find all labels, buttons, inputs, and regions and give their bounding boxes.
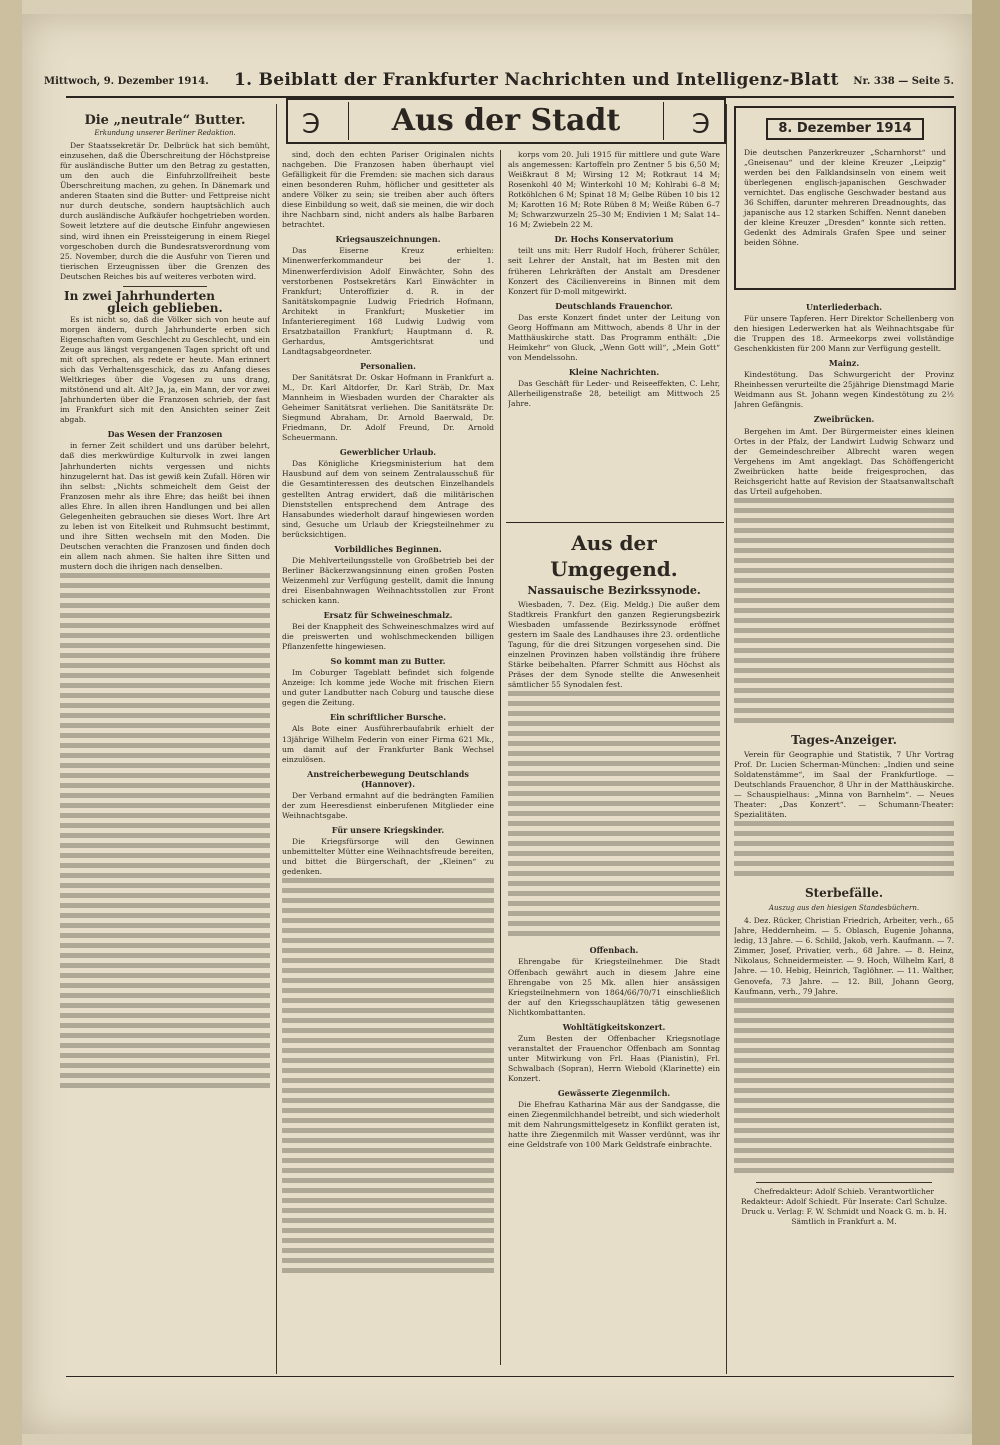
supplement-title: 1. Beiblatt der Frankfurter Nachrichten und Intelligenz-Blatt bbox=[234, 70, 839, 90]
article-paragraph: Zum Besten der Offenbacher Kriegsnotlage veranstaltet der Frauenchor Offenbach am Sonntag unter Mitwirkung von Frl. Haas (Pianistin), Frl. Schwalbach (Sopran), Herrn Wiebold (Klarinette) ein Konzert. bbox=[508, 1033, 720, 1083]
text-block-filler bbox=[508, 691, 720, 941]
section-banner bbox=[286, 98, 726, 144]
date-box-text: Die deutschen Panzerkreuzer „Scharnhorst“ und „Gneisenau“ und der kleine Kreuzer „Leipzig“ werden bei den Falklandsinseln von einem weit überlegenen englisch-japanischen Geschwader vernichtet. Das englische Geschwader bestand aus 36 Schiffen, darunter mehreren Dreadnoughts, das japanische aus 12 starken Schiffen. Nennt daneben der kleine Kreuzer „Dresden“ konnte sich retten. Gedenkt des Admirals Grafen Spee und seiner beiden Söhne. bbox=[744, 148, 946, 247]
article-subheading: Ersatz für Schweineschmalz. bbox=[323, 610, 453, 621]
article-paragraph: Das Eiserne Kreuz erhielten: Minenwerferkommandeur bei der 1. Minenwerferdivision Adolf Einwächter, Sohn des verstorbenen Postsekretärs Karl Einwächter in Frankfurt; Unteroffizier d. R. in der Sanitätskompagnie Ludwig Friedrich Hofmann, Architekt in Frankfurt; Musketier im Infanterieregiment 168 Ludwig Ludwig vom Ersatzbataillon Frankfurt; Hauptmann d. R. Gerhardus, Amtsgerichtsrat und Landtagsabgeordneter. bbox=[282, 246, 494, 356]
article-paragraph: Das Königliche Kriegsministerium hat dem Hausbund auf dem von seinem Zentralausschuß für die Gesamtinteressen des deutschen Einzelhandels gestellten Antrag erwidert, daß die militärischen Dienststellen entsprechend dem Antrage des Hansabundes wiederholt darauf hingewiesen worden sind, Gesuche um Urlaub der Kriegsteilnehmer zu berücksichtigen. bbox=[282, 459, 494, 539]
page-edge-left bbox=[0, 0, 22, 1445]
article-paragraph: Als Bote einer Ausführerbaufabrik erhielt der 13jährige Wilhelm Federin von einer Firma 621 Mk., um damit auf der Frankfurter Bank Wechsel einzulösen. bbox=[282, 724, 494, 764]
text-block-filler bbox=[282, 878, 494, 1278]
article-subheading: Wohltätigkeitskonzert. bbox=[562, 1021, 666, 1032]
date-box-date: 8. Dezember 1914 bbox=[766, 118, 924, 140]
article-subheading: Kleine Nachrichten. bbox=[568, 366, 660, 377]
section-title: Aus der Stadt bbox=[348, 102, 664, 140]
article-paragraph: Für unsere Tapferen. Herr Direktor Schellenberg von den hiesigen Lederwerken hat als Weihnachtsgabe für die Truppen des 18. Armeekorps zwei vollständige Geschenkkisten für 200 Mann zur Verfügung gestellt. bbox=[734, 314, 954, 354]
column-divider bbox=[726, 104, 727, 1374]
article-subheading: Mainz. bbox=[828, 358, 860, 369]
article-subheading: Ein schriftlicher Bursche. bbox=[329, 712, 447, 723]
article-subheading: Das Wesen der Franzosen bbox=[107, 429, 223, 440]
article-paragraph: Die Ehefrau Katharina Mär aus der Sandgasse, die einen Ziegenmilchhandel betreibt, und sich wiederholt mit dem Nahrungsmittelgesetz in Konflikt geraten ist, hatte ihre Ziegenmilch mit Wasser verdünnt, was ihr eine Geldstrafe von 100 Mark Geldstrafe einbrachte. bbox=[508, 1100, 720, 1150]
article-paragraph: Die Mehlverteilungsstelle von Großbetrieb bei der Berliner Bäckerzwangsinnung einen großen Posten Weizenmehl zur Verfügung gestellt, damit die Innung drei Eisenbahnwagen Weihnachtsstollen zur Front schicken kann. bbox=[282, 555, 494, 605]
article-paragraph: Das erste Konzert findet unter der Leitung von Georg Hoffmann am Mittwoch, abends 8 Uhr in der Matthäuskirche statt. Das Programm enthält: „Die Heimkehr“ von Gluck, „Wenn Gott will“, „Mein Gott“ von Mendelssohn. bbox=[508, 312, 720, 362]
article-subheading: Für unsere Kriegskinder. bbox=[331, 824, 445, 835]
article-paragraph: Der Verband ermahnt auf die bedrängten Familien der zum Heeresdienst einberufenen Mitglieder eine Weihnachtsgabe. bbox=[282, 790, 494, 820]
article-paragraph: Der Staatssekretär Dr. Delbrück hat sich bemüht, einzusehen, daß die Überschreitung der Höchstpreise für ausländische Butter um den Betrag zu gestatten, um den auch die Einfuhrzollfreiheit beste Überschreitung machen, zu gehen. In Dänemark und anderen Staaten sind die Butter- und Fettpreise nicht nur durch deutsche, sondern hauptsächlich auch durch ausländische Aufkäufer hochgetrieben worden. Soweit letztere auf die deutsche Einfuhr angewiesen sind, wird ihnen ein Preissteigerung in einem Riegel vorgeschoben durch die Bundesratsverordnung vom 25. November, durch die die Ausfuhr von Tieren und tierischen Erzeugnissen über die Grenzen des Deutschen Reiches bis auf weiteres verboten wird. bbox=[60, 141, 270, 281]
page-header bbox=[44, 70, 954, 96]
article-paragraph: korps vom 20. Juli 1915 für mittlere und gute Ware als angemessen: Kartoffeln pro Zentner 5 bis 6,50 M; Weißkraut 8 M; Wirsing 12 M; Rotkraut 14 M; Rosenkohl 40 M; Winterkohl 10 M; Kohlrabi 6–8 M; Rotköhlchen 6 M; Spinat 18 M; Gelbe Rüben 10 bis 12 M; Karotten 16 M; Rote Rüben 8 M; Weiße Rüben 6–7 M; Schwarzwurzeln 25–30 M; Endivien 1 M; Salat 14–16 M; Zwiebeln 22 M. bbox=[508, 150, 720, 230]
section-rule bbox=[506, 522, 724, 523]
article-paragraph: Ehrengabe für Kriegsteilnehmer. Die Stadt Offenbach gewährt auch in diesem Jahre eine Ehrengabe von 25 Mk. allen hier ansässigen Kriegsteilnehmern von 1864/66/70/71 einschließlich der auf den Kriegsschauplätzen tätig gewesenen Nichtkombattanten. bbox=[508, 957, 720, 1017]
section-headline: Aus der Umgegend. bbox=[550, 531, 678, 581]
article-subheading: Anstreicherbewegung Deutschlands (Hannover). bbox=[307, 768, 469, 789]
article-paragraph: Wiesbaden, 7. Dez. (Eig. Meldg.) Die außer dem Stadtkreis Frankfurt den ganzen Regierungsbezirk Wiesbaden umfassende Bezirkssynode eröffnet gestern im Saale des Landhauses ihre 23. ordentliche Tagung, für die drei Sitzungen vorgesehen sind. Die einzelnen Provinzen haben vollständig ihre frühere Stärke beibehalten. Pfarrer Schmitt aus Höchst als Präses der dem Synode stellte die Anwesenheit sämtlicher 55 Synodalen fest. bbox=[508, 600, 720, 690]
article-paragraph: Es ist nicht so, daß die Völker sich von heute auf morgen ändern, durch Jahrhunderte erben sich Eigenschaften vom Geschlecht zu Geschlecht, und ein Zeuge aus längst vergangenen Tagen spricht oft und mit oft sprechen, als redete er heute. Man erinnert sich das Verhaltensgeschick, das zu Anfang dieses Weltkrieges über die Vogesen zu uns drang, mitstönend und alt. Alt? Ja, ja, ein Mann, der vor zwei Jahrhunderten über die Franzosen schrieb, der fast im Frankfurt sich mit den Ansichten seiner Zeit abgab. bbox=[60, 314, 270, 425]
umgegend-section bbox=[508, 526, 720, 1372]
article-paragraph: sind, doch den echten Pariser Originalen nichts nachgeben. Die Franzosen haben überhaupt viel Gefälligkeit für die Fremden: sie machen sich daraus einen besonderen Ruhm, höflicher und gesitteter als andere Völker zu sein; sie treiben aber auch öfters diese Einbildung so weit, daß sie meinen, die wir doch ihre Nachbarn sind, nicht anders als halbe Barbaren betrachtet. bbox=[282, 150, 494, 230]
article-paragraph: Kindestötung. Das Schwurgericht der Provinz Rheinhessen verurteilte die 25jährige Dienstmagd Marie Weidmann aus St. Johann wegen Kindestötung zu 2½ Jahren Gefängnis. bbox=[734, 370, 954, 410]
article-paragraph: Das Geschäft für Leder- und Reiseeffekten, C. Lehr, Allerheiligenstraße 28, beteiligt am Mittwoch 25 Jahre. bbox=[508, 378, 720, 409]
article-headline: Die „neutrale“ Butter. bbox=[84, 113, 246, 128]
column-4 bbox=[734, 298, 954, 1374]
ornament-left-icon: ℈ bbox=[302, 106, 321, 136]
date-box bbox=[734, 106, 956, 290]
article-subheading: Unterliederbach. bbox=[805, 302, 883, 312]
article-paragraph: teilt uns mit: Herr Rudolf Hoch, früherer Schüler, seit Lehrer der Anstalt, hat im Besten mit den früheren Lehrkräften der Anstalt am Dresdener Konzert des Cäcilienvereins in Binnen mit dem Konzert für D-moll mitgewirkt. bbox=[508, 246, 720, 296]
article-paragraph: Bergehen im Amt. Der Bürgermeister eines kleinen Ortes in der Pfalz, der Landwirt Ludwig Schwarz und der Gemeindeschreiber Albrecht waren wegen Vergehens im Amt angeklagt. Das Schöffengericht Zweibrücken hatte beide freigesprochen, das Reichsgericht hatte auf Revision der Staatsanwaltschaft das Urteil aufgehoben. bbox=[734, 426, 954, 496]
article-subheading: Deutschlands Frauenchor. bbox=[555, 300, 673, 311]
article-subheading: Vorbildliches Beginnen. bbox=[334, 543, 442, 554]
article-separator bbox=[123, 286, 207, 287]
issue-number: Nr. 338 — Seite 5. bbox=[853, 76, 954, 87]
article-subheading: Kriegsauszeichnungen. bbox=[335, 234, 441, 245]
imprint: Chefredakteur: Adolf Schieb. Verantwortlicher Redakteur: Adolf Schiedt. Für Inserate: Carl Schulze. Druck u. Verlag: F. W. Schmidt und Noack G. m. b. H. Sämtlich in Frankfurt a. M. bbox=[740, 1186, 948, 1226]
article-paragraph: Die Kriegsfürsorge will den Gewinnen unbemittelter Mütter eine Weihnachtsfreude bereiten, und bittet die Bürgerschaft, der „Kleinen“ zu gedenken. bbox=[282, 836, 494, 877]
article-paragraph: Verein für Geographie und Statistik, 7 Uhr Vortrag Prof. Dr. Lucien Scherman-München: „Indien und seine Soldatenstämme“, im Saal der Frankfurtloge. — Deutschlands Frauenchor, 8 Uhr in der Matthäuskirche. — Schauspielhaus: „Minna von Barnhelm“. — Neues Theater: „Das Konzert“. — Schumann-Theater: Spezialitäten. bbox=[734, 749, 954, 820]
article-subline: Erkundung unserer Berliner Redaktion. bbox=[94, 129, 236, 138]
text-block-filler bbox=[734, 821, 954, 881]
section-headline: Sterbefälle. bbox=[804, 886, 884, 901]
article-paragraph: 4. Dez. Rücker, Christian Friedrich, Arbeiter, verh., 65 Jahre, Heddernheim. — 5. Oblasch, Eugenie Johanna, ledig, 13 Jahre. — 6. Schild, Jakob, verh. Kaufmann. — 7. Zimmer, Josef, Privatier, verh., 68 Jahre. — 8. Heinz, Nikolaus, Schneidermeister. — 9. Hoch, Wilhelm Karl, 8 Jahre. — 10. Hebig, Heinrich, Taglöhner. — 11. Walther, Genovefa, 73 Jahre. — 12. Bill, Johann Georg, Kaufmann, verh., 79 Jahre. bbox=[734, 916, 954, 996]
column-1 bbox=[60, 112, 270, 1374]
article-subheading: Offenbach. bbox=[589, 945, 639, 956]
page-edge-right bbox=[972, 0, 1000, 1445]
article-subheading: Zweibrücken. bbox=[813, 414, 875, 425]
bottom-rule bbox=[66, 1376, 954, 1377]
column-3-top bbox=[508, 150, 720, 520]
article-paragraph: Der Sanitätsrat Dr. Oskar Hofmann in Frankfurt a. M., Dr. Karl Altdorfer, Dr. Karl Sträb, Dr. Max Mannheim in Wiesbaden wurden der Charakter als Geheimer Sanitätsrat verliehen. Die Sanitätsräte Dr. Siegmund Abraham, Dr. Arnold Baerwald, Dr. Friedmann, Dr. Adolf Freund, Dr. Arnold Scheuermann. bbox=[282, 372, 494, 443]
issue-date: Mittwoch, 9. Dezember 1914. bbox=[44, 76, 209, 87]
article-subheading: Dr. Hochs Konservatorium bbox=[554, 234, 674, 245]
text-block-filler bbox=[734, 498, 954, 728]
footer-separator bbox=[756, 1182, 932, 1183]
article-headline-cont: gleich geblieben. bbox=[107, 300, 223, 315]
article-subheading: Gewerblicher Urlaub. bbox=[339, 447, 437, 458]
text-block-filler bbox=[60, 573, 270, 1093]
article-subheading: Personalien. bbox=[360, 360, 416, 371]
article-subheading: So kommt man zu Butter. bbox=[330, 656, 446, 667]
article-paragraph: in ferner Zeit schildert und uns darüber belehrt, daß dies merkwürdige Kulturvolk in zwei langen Jahrhunderten nichts vergessen und nichts hinzugelernt hat. Das ist gewiß kein Zufall. Hören wir ihn selbst: „Nichts schmeichelt dem Geist der Franzosen mehr als ihre Ehre; das heißt bei ihnen alles Ehre. In allen ihren Handlungen und bei allen Gelegenheiten gebrauchen sie dieses Wort. Ihre Art zu leben ist von Eitelkeit und Ruhmsucht bestimmt, und ihre Sitten wechseln mit den Moden. Die Deutschen verachten die Franzosen und finden doch ein allem nach ahmen. Sie halten ihre Sitten und mustern doch die ihrigen nach denselben. bbox=[60, 441, 270, 571]
article-paragraph: Im Coburger Tageblatt befindet sich folgende Anzeige: Ich komme jede Woche mit frischen Eiern und guter Landbutter nach Coburg und tausche diese gegen die Zeitung. bbox=[282, 668, 494, 708]
text-block-filler bbox=[734, 998, 954, 1178]
section-subheadline: Nassauische Bezirkssynode. bbox=[527, 584, 701, 597]
column-2 bbox=[282, 150, 494, 1372]
column-divider bbox=[500, 150, 501, 1365]
article-headline: In zwei Jahrhunderten bbox=[64, 288, 215, 303]
section-subline: Auszug aus den hiesigen Standesbüchern. bbox=[768, 904, 920, 913]
article-subheading: Gewässerte Ziegenmilch. bbox=[557, 1088, 671, 1099]
section-headline: Tages-Anzeiger. bbox=[791, 732, 897, 747]
column-divider bbox=[276, 104, 277, 1374]
ornament-right-icon: ℈ bbox=[691, 106, 710, 136]
article-paragraph: Bei der Knappheit des Schweineschmalzes wird auf die preiswerten und wohlschmeckenden billigen Pflanzenfette hingewiesen. bbox=[282, 622, 494, 652]
